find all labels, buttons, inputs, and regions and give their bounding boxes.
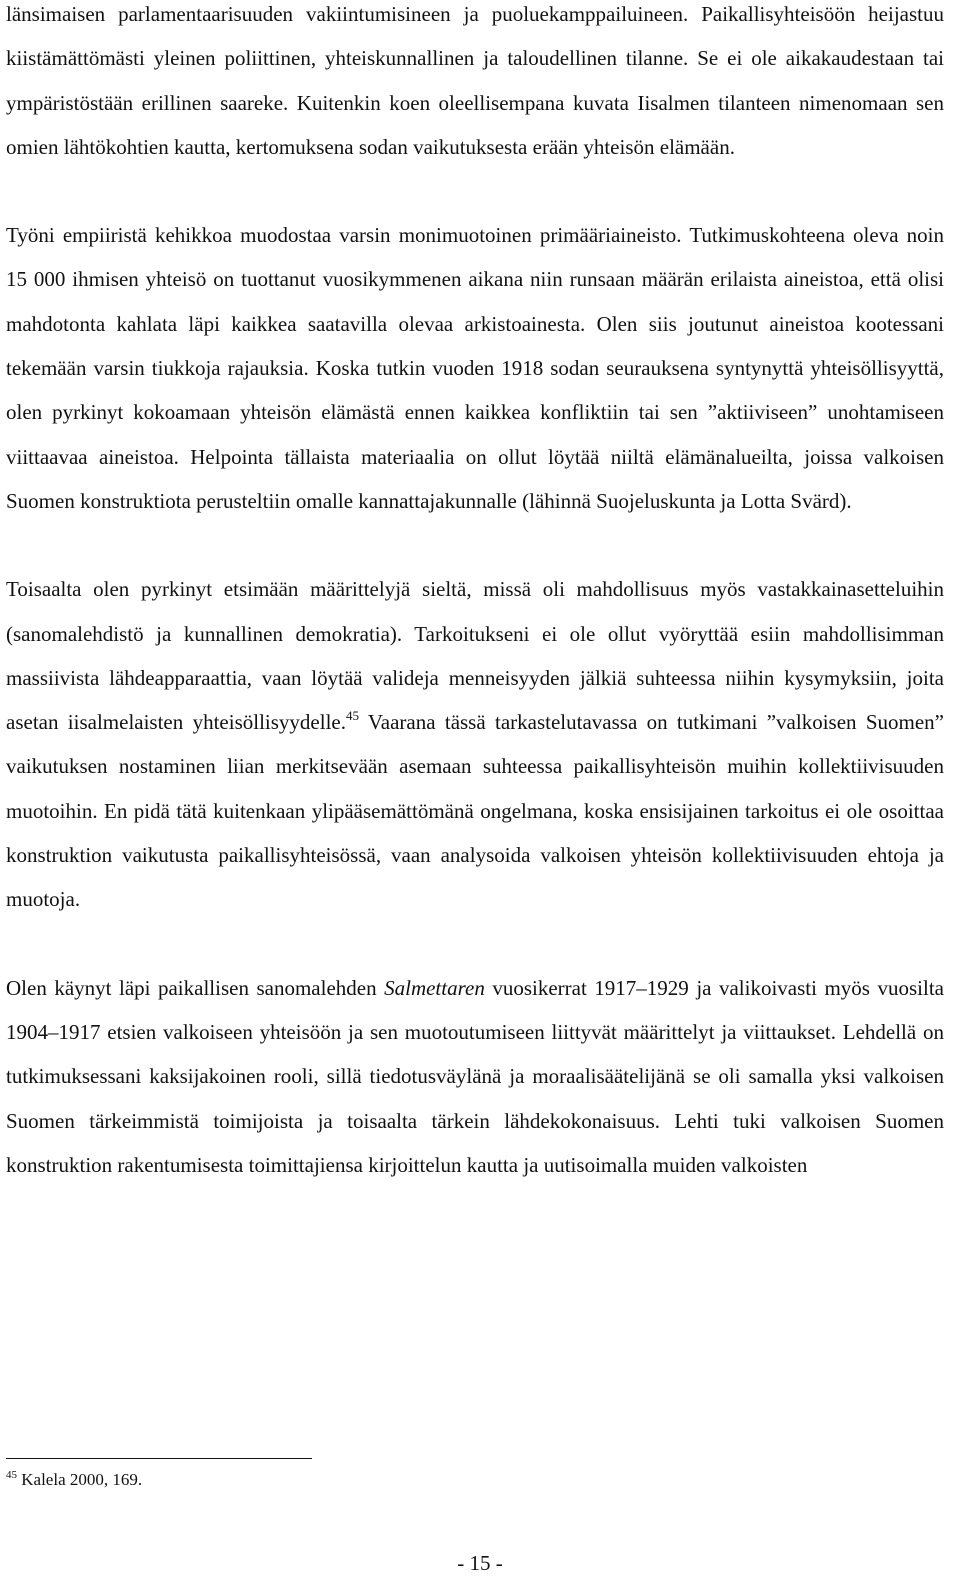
paragraph-2-text: Työni empiiristä kehikkoa muodostaa varsin monimuotoinen primääriaineisto. Tutkimuskohteena oleva noin 15 000 ihmisen yhteisö on tuottanut vuosikymmenen aikana niin runsaan määrän erilaista aineistoa, että olisi mahdotonta kahlata läpi kaikkea saatavilla olevaa arkistoainesta. Olen siis joutunut aineistoa kootessani tekemään varsin tiukkoja rajauksia. Koska tutkin vuoden 1918 sodan seurauksena syntynyttä yhteisöllisyyttä, olen pyrkinyt kokoamaan yhteisön elämästä ennen kaikkea konfliktiin tai sen ”aktiiviseen” unohtamiseen viittaavaa aineistoa. Helpointa tällaista materiaalia on ollut löytää niiltä elämänalueilta, joissa valkoisen Suomen konstruktiota perusteltiin omalle kannattajakunnalle (lähinnä Suojeluskunta ja Lotta Svärd). bbox=[6, 223, 944, 513]
paragraph-1 bbox=[6, 0, 944, 169]
paragraph-4-text-before-title: Olen käynyt läpi paikallisen sanomalehden bbox=[6, 975, 385, 1000]
paragraph-3 bbox=[6, 567, 944, 921]
paragraph-1-text: länsimaisen parlamentaarisuuden vakiintumisineen ja puoluekamppailuineen. Paikallisyhteisöön heijastuu kiistämättömästi yleinen poliittinen, yhteiskunnallinen ja taloudellinen tilanne. Se ei ole aikakaudestaan tai ympäristöstään erillinen saareke. Kuitenkin koen oleellisempana kuvata Iisalmen tilanteen nimenomaan sen omien lähtökohtien kautta, kertomuksena sodan vaikutuksesta erään yhteisön elämään. bbox=[6, 2, 944, 159]
paragraph-2 bbox=[6, 213, 944, 523]
newspaper-title: Salmettaren bbox=[384, 975, 485, 1000]
page-body bbox=[6, 0, 944, 1187]
footnote-reference[interactable]: 45 bbox=[345, 708, 359, 724]
paragraph-4 bbox=[6, 966, 944, 1187]
page-number: - 15 - bbox=[457, 1551, 503, 1575]
footnote-separator bbox=[6, 1458, 312, 1459]
footnote-number: 45 bbox=[6, 1469, 17, 1481]
paragraph-3-text-after-note: Vaarana tässä tarkastelutavassa on tutkimani ”valkoisen Suomen” vaikutuksen nostaminen liian merkitsevään asemaan suhteessa paikallisyhteisön muihin kollektiivisuuden muotoihin. En pidä tätä kuitenkaan ylipääsemättömänä ongelmana, koska ensisijainen tarkoitus ei ole osoittaa konstruktion vaikutusta paikallisyhteisössä, vaan analysoida valkoisen yhteisön kollektiivisuuden ehtoja ja muotoja. bbox=[6, 710, 945, 912]
paragraph-4-text-after-title: vuosikerrat 1917–1929 ja valikoivasti myös vuosilta 1904–1917 etsien valkoiseen yhteisöön ja sen muotoutumiseen liittyvät määrittelyt ja viittaukset. Lehdellä on tutkimuksessani kaksijakoinen rooli, sillä tiedotusväylänä ja moraalisäätelijänä se oli samalla yksi valkoisen Suomen tärkeimmistä toimijoista ja toisaalta tärkein lähdekokonaisuus. Lehti tuki valkoisen Suomen konstruktion rakentumisesta toimittajiensa kirjoittelun kautta ja uutisoimalla muiden valkoisten bbox=[6, 975, 944, 1177]
paragraph-3-text-before-note: Toisaalta olen pyrkinyt etsimään määrittelyjä sieltä, missä oli mahdollisuus myös vastakkainasetteluihin (sanomalehdistö ja kunnallinen demokratia). Tarkoitukseni ei ole ollut vyöryttää esiin mahdollisimman massiivista lähdeapparaattia, vaan löytää valideja menneisyyden jälkiä suhteessa niihin kysymyksiin, joita asetan iisalmelaisten yhteisöllisyydelle. bbox=[6, 577, 944, 735]
footnote bbox=[6, 1468, 142, 1492]
footnote-text: Kalela 2000, 169. bbox=[17, 1470, 143, 1489]
